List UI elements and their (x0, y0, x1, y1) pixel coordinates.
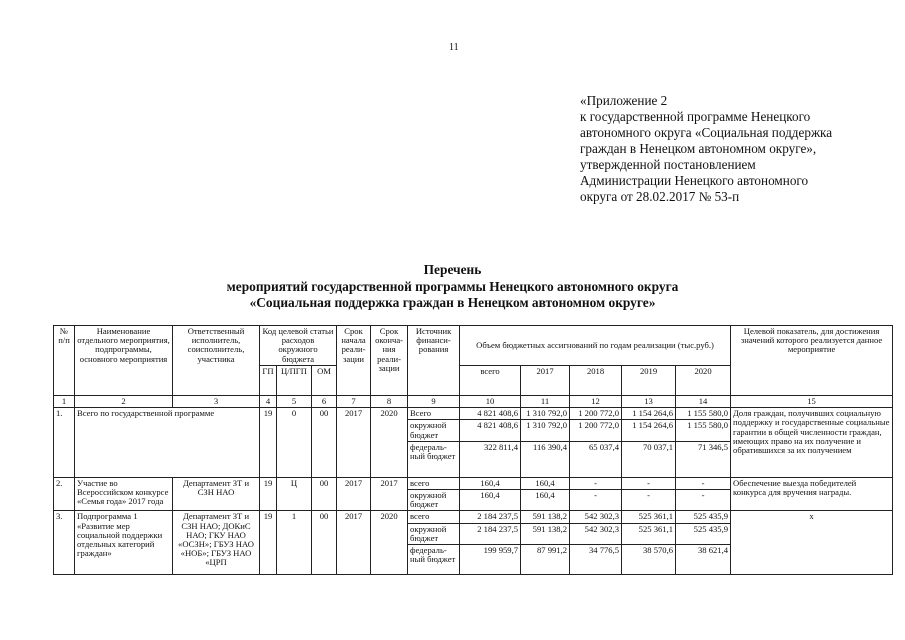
row-gp: 19 (260, 408, 277, 478)
header-name: Наименование отдельного мероприятия, подпрограммы, основного мероприятия (75, 326, 173, 396)
column-number: 2 (75, 396, 173, 408)
row-start: 2017 (337, 511, 371, 575)
appendix-line: «Приложение 2 (580, 93, 668, 108)
value-cell: 542 302,3 (570, 523, 622, 544)
column-number: 9 (408, 396, 460, 408)
value-cell: 2 184 237,5 (460, 511, 521, 523)
value-cell: 199 959,7 (460, 545, 521, 575)
row-num: 3. (54, 511, 75, 575)
value-cell: 1 155 580,0 (676, 420, 731, 441)
source-label: федераль-ный бюджет (408, 545, 460, 575)
row-om: 00 (312, 511, 337, 575)
source-label: всего (408, 511, 460, 523)
header-total: всего (460, 366, 521, 396)
value-cell: - (676, 477, 731, 489)
value-cell: 160,4 (521, 477, 570, 489)
value-cell: 38 621,4 (676, 545, 731, 575)
row-target: Обеспечение выезда победителей конкурса для вручения награды. (731, 477, 893, 511)
row-end: 2020 (371, 511, 408, 575)
row-name: Всего по государственной программе (75, 408, 260, 478)
header-target: Целевой показатель, для достижения значений которого реализуется данное мероприятие (731, 326, 893, 396)
header-num: № п/п (54, 326, 75, 396)
header-source: Источник финанси-рования (408, 326, 460, 396)
measures-table (53, 325, 893, 575)
value-cell: 525 435,9 (676, 511, 731, 523)
header-cpgp: Ц/ПГП (277, 366, 312, 396)
value-cell: 1 154 264,6 (622, 408, 676, 420)
source-label: всего (408, 477, 460, 489)
source-label: Всего (408, 408, 460, 420)
column-number: 6 (312, 396, 337, 408)
appendix-line: Администрации Ненецкого автономного (580, 173, 809, 188)
row-name: Подпрограмма 1 «Развитие мер социальной поддержки отдельных категорий граждан» (75, 511, 173, 575)
page-number: 11 (449, 42, 459, 53)
header-executor: Ответственный исполнитель, соисполнитель, участника (173, 326, 260, 396)
value-cell: - (622, 490, 676, 511)
column-number: 1 (54, 396, 75, 408)
row-executor: Департамент ЗТ и СЗН НАО (173, 477, 260, 511)
source-label: окружной бюджет (408, 490, 460, 511)
source-label: окружной бюджет (408, 420, 460, 441)
row-om: 00 (312, 408, 337, 478)
header-year: 2018 (570, 366, 622, 396)
row-num: 1. (54, 408, 75, 478)
value-cell: 71 346,5 (676, 441, 731, 477)
column-number: 14 (676, 396, 731, 408)
value-cell: 65 037,4 (570, 441, 622, 477)
value-cell: 70 037,1 (622, 441, 676, 477)
document-title (0, 262, 905, 312)
appendix-line: округа от 28.02.2017 № 53-п (580, 189, 740, 204)
header-code: Код целевой статьи расходов окружного бюджета (260, 326, 337, 366)
column-number: 15 (731, 396, 893, 408)
value-cell: 160,4 (521, 490, 570, 511)
row-om: 00 (312, 477, 337, 511)
header-om: ОМ (312, 366, 337, 396)
header-end: Срок оконча-ния реали-зации (371, 326, 408, 396)
row-cpgp: Ц (277, 477, 312, 511)
title-line: мероприятий государственной программы Ненецкого автономного округа (226, 278, 679, 294)
column-number: 8 (371, 396, 408, 408)
value-cell: 160,4 (460, 490, 521, 511)
header-year: 2020 (676, 366, 731, 396)
value-cell: 591 138,2 (521, 511, 570, 523)
column-number: 5 (277, 396, 312, 408)
source-label: окружной бюджет (408, 523, 460, 544)
appendix-line: к государственной программе Ненецкого (580, 109, 811, 124)
header-start: Срок начала реали-зации (337, 326, 371, 396)
value-cell: 1 310 792,0 (521, 420, 570, 441)
value-cell: 87 991,2 (521, 545, 570, 575)
value-cell: 1 200 772,0 (570, 408, 622, 420)
value-cell: - (570, 490, 622, 511)
row-cpgp: 1 (277, 511, 312, 575)
row-executor: Департамент ЗТ и СЗН НАО; ДОКиС НАО; ГКУ НАО «ОСЗН»; ГБУЗ НАО «НОБ»; ГБУЗ НАО «ЦРП (173, 511, 260, 575)
value-cell: 542 302,3 (570, 511, 622, 523)
row-target: Доля граждан, получивших социальную поддержку и государственные социальные гарантии в общей численности граждан, имеющих право на их получение и обратившихся за их получением (731, 408, 893, 478)
row-start: 2017 (337, 408, 371, 478)
value-cell: 1 200 772,0 (570, 420, 622, 441)
column-number: 7 (337, 396, 371, 408)
value-cell: 34 776,5 (570, 545, 622, 575)
row-end: 2020 (371, 408, 408, 478)
value-cell: 1 154 264,6 (622, 420, 676, 441)
appendix-line: граждан в Ненецком автономном округе», (580, 141, 817, 156)
column-number: 11 (521, 396, 570, 408)
appendix-line: автономного округа «Социальная поддержка (580, 125, 833, 140)
value-cell: 1 310 792,0 (521, 408, 570, 420)
appendix-line: утвержденной постановлением (580, 157, 756, 172)
header-gp: ГП (260, 366, 277, 396)
row-target: х (731, 511, 893, 575)
row-name: Участие во Всероссийском конкурсе «Семья года» 2017 года (75, 477, 173, 511)
appendix-note (580, 93, 880, 205)
value-cell: 4 821 408,6 (460, 420, 521, 441)
row-cpgp: 0 (277, 408, 312, 478)
value-cell: 322 811,4 (460, 441, 521, 477)
value-cell: 2 184 237,5 (460, 523, 521, 544)
header-volume: Объем бюджетных ассигнований по годам реализации (тыс.руб.) (460, 326, 731, 366)
row-gp: 19 (260, 511, 277, 575)
value-cell: 4 821 408,6 (460, 408, 521, 420)
value-cell: 160,4 (460, 477, 521, 489)
column-number: 12 (570, 396, 622, 408)
column-number: 3 (173, 396, 260, 408)
column-number: 10 (460, 396, 521, 408)
value-cell: 591 138,2 (521, 523, 570, 544)
value-cell: 1 155 580,0 (676, 408, 731, 420)
value-cell: 525 361,1 (622, 511, 676, 523)
value-cell: - (570, 477, 622, 489)
row-start: 2017 (337, 477, 371, 511)
row-end: 2017 (371, 477, 408, 511)
value-cell: 38 570,6 (622, 545, 676, 575)
column-number: 13 (622, 396, 676, 408)
value-cell: 116 390,4 (521, 441, 570, 477)
title-line: «Социальная поддержка граждан в Ненецком автономном округе» (249, 295, 656, 310)
header-year: 2017 (521, 366, 570, 396)
value-cell: - (622, 477, 676, 489)
header-year: 2019 (622, 366, 676, 396)
column-number: 4 (260, 396, 277, 408)
value-cell: - (676, 490, 731, 511)
value-cell: 525 435,9 (676, 523, 731, 544)
row-gp: 19 (260, 477, 277, 511)
title-line: Перечень (423, 262, 482, 277)
row-num: 2. (54, 477, 75, 511)
value-cell: 525 361,1 (622, 523, 676, 544)
source-label: федераль-ный бюджет (408, 441, 460, 477)
